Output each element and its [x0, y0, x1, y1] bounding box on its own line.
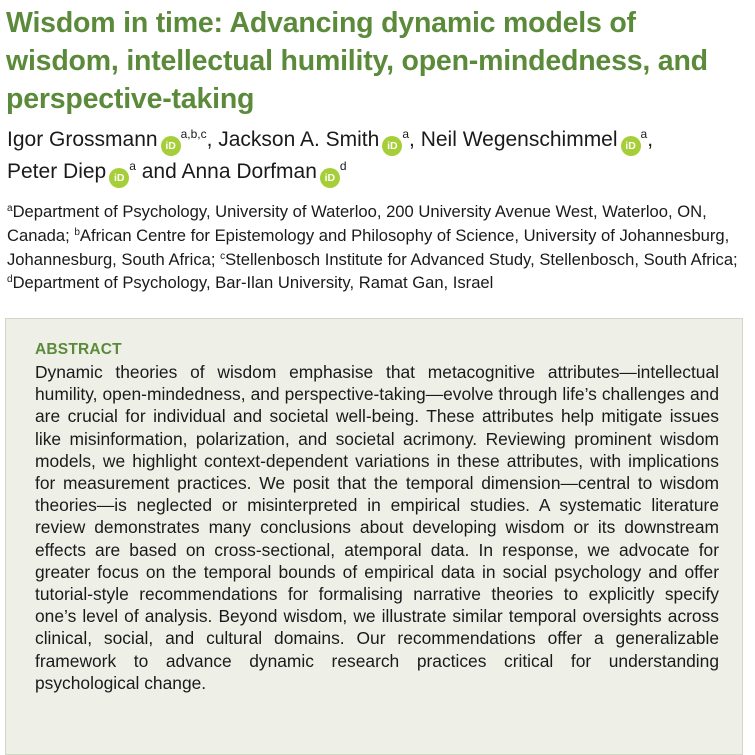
orcid-icon[interactable]: iD	[161, 136, 181, 156]
author-affiliation-marker: d	[339, 159, 347, 173]
abstract-text: Dynamic theories of wisdom emphasise that metacognitive attributes—intellectual humility, open-mindedness, and perspective-taking—evolve through life’s challenges and are crucial for individual and societal well-being. These attributes help mitigate issues like misinformation, polarization, and societal acrimony. Reviewing prominent wisdom models, we highlight context-dependent variations in these attributes, with implications for measurement practices. We posit that the temporal dimension—central to wisdom theories—is neglected or misinterpreted in empirical studies. A systematic literature review demonstrates many conclusions about developing wisdom or its downstream effects are based on cross-sectional, atemporal data. In response, we advocate for greater focus on the temporal bounds of empirical data in social psychology and offer tutorial-style recommendations for formalising narrative theories to explicitly specify one’s level of analysis. Beyond wisdom, we illustrate similar temporal oversights across clinical, social, and cultural domains. Our recommendations offer a generalizable framework to advance dynamic research practices critical for understanding psychological change.	[35, 362, 719, 693]
orcid-icon[interactable]: iD	[320, 168, 340, 188]
orcid-icon[interactable]: iD	[382, 136, 402, 156]
orcid-icon[interactable]: iD	[109, 168, 129, 188]
author-name[interactable]: Anna Dorfman	[181, 160, 317, 183]
affiliation-text: African Centre for Epistemology and Philosophy of Science, University of Johannesburg, Johannesburg, South Africa;	[7, 225, 730, 269]
affiliation-text: Stellenbosch Institute for Advanced Study, Stellenbosch, South Africa;	[225, 249, 738, 269]
author-name[interactable]: Neil Wegenschimmel	[420, 128, 618, 151]
author-affiliation-marker: a,b,c	[180, 127, 207, 141]
author-4[interactable]	[7, 160, 136, 183]
author-2[interactable]	[218, 128, 409, 151]
article-title: Wisdom in time: Advancing dynamic models of wisdom, intellectual humility, open-mindedness, and perspective-taking	[6, 7, 708, 115]
author-separator: ,	[409, 128, 421, 151]
affiliation-text: Department of Psychology, Bar-Ilan University, Ramat Gan, Israel	[12, 273, 494, 293]
author-3[interactable]	[421, 128, 648, 151]
abstract-heading: ABSTRACT	[35, 341, 122, 358]
author-separator: ,	[206, 128, 219, 151]
author-5[interactable]	[181, 160, 346, 183]
author-name[interactable]: Peter Diep	[7, 160, 107, 183]
affiliations	[7, 200, 747, 295]
author-affiliation-marker: a	[129, 159, 136, 173]
author-affiliation-marker: a	[402, 127, 410, 141]
author-1[interactable]	[7, 128, 207, 151]
orcid-icon[interactable]: iD	[621, 136, 641, 156]
affiliation-marker: d	[7, 274, 13, 286]
author-affiliation-marker: a	[640, 127, 648, 141]
affiliation-marker: c	[220, 250, 226, 262]
affiliation-text: Department of Psychology, University of Waterloo, 200 University Avenue West, Waterloo, ON, Canada;	[7, 202, 707, 245]
author-separator: ,	[647, 128, 654, 151]
author-name[interactable]: Jackson A. Smith	[218, 128, 380, 151]
abstract-box	[5, 318, 743, 755]
author-list	[7, 124, 747, 188]
affiliation-marker: b	[74, 226, 80, 238]
author-name[interactable]: Igor Grossmann	[7, 128, 158, 151]
affiliation-marker: a	[7, 203, 13, 214]
author-separator: and	[135, 160, 182, 183]
